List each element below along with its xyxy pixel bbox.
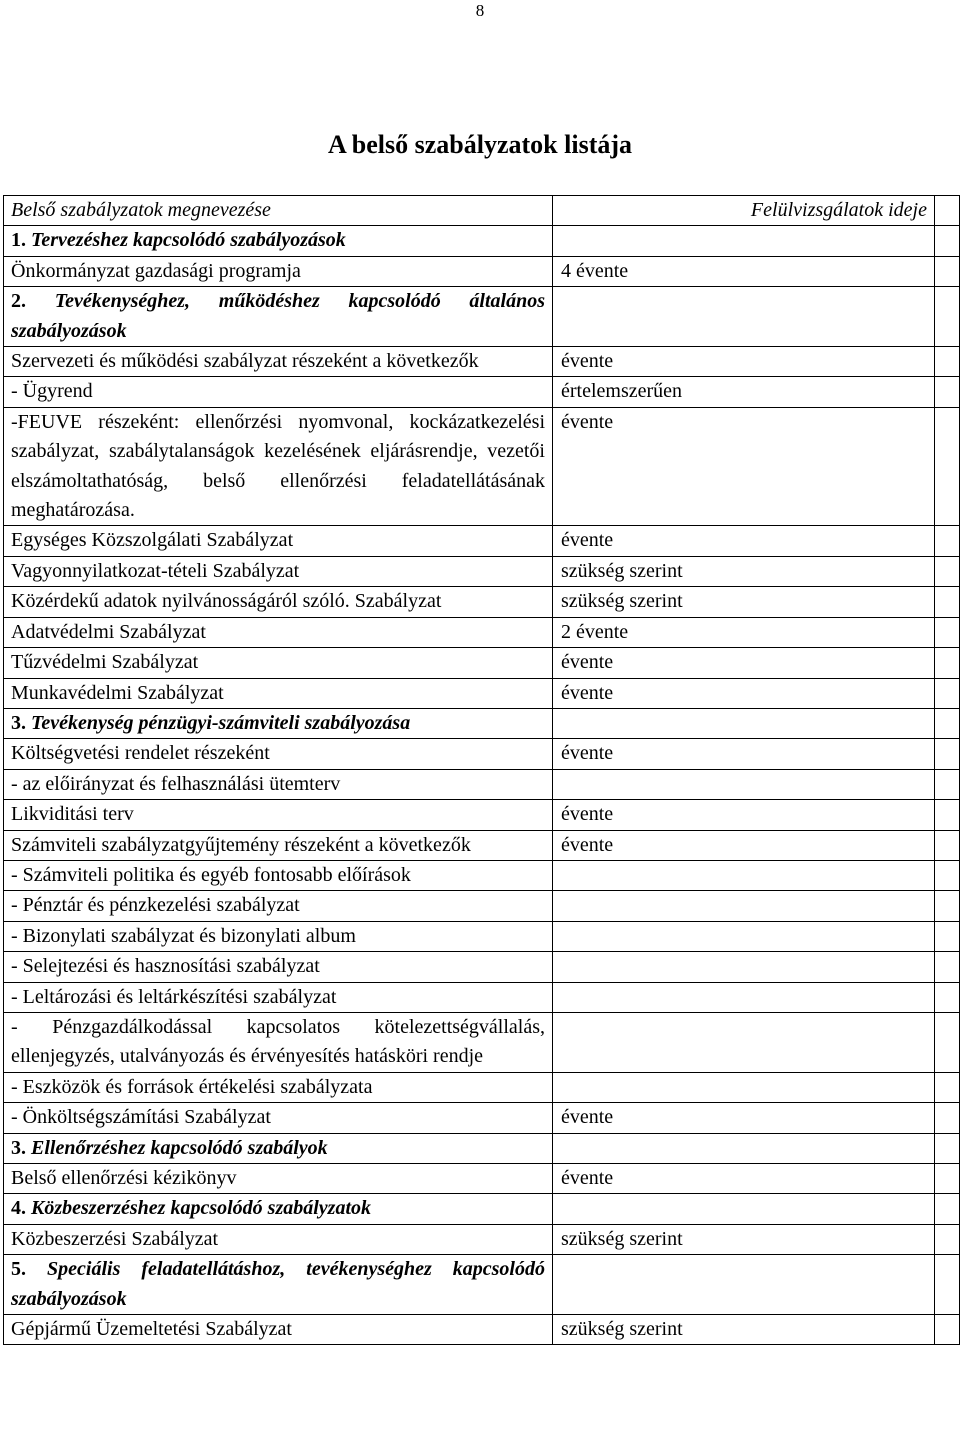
extra-cell: [935, 891, 960, 921]
section-name: Közbeszerzéshez kapcsolódó szabályzatok: [31, 1197, 372, 1220]
section-row: [4, 1194, 960, 1224]
table-body: [4, 226, 960, 1345]
review-frequency: [553, 226, 935, 256]
regulation-name: Likviditási terv: [4, 800, 553, 830]
regulation-name: Önkormányzat gazdasági programja: [4, 256, 553, 286]
extra-cell: [935, 377, 960, 407]
table-row: [4, 556, 960, 586]
table-row: [4, 587, 960, 617]
section-name: Speciális feladatellátáshoz, tevékenységhez kapcsolódó szabályozások: [11, 1258, 545, 1310]
extra-cell: [935, 1194, 960, 1224]
review-frequency: [553, 769, 935, 799]
header-extra-cell: [935, 196, 960, 226]
regulation-name: - Leltározási és leltárkészítési szabályzat: [4, 982, 553, 1012]
review-frequency: [553, 1255, 935, 1315]
table-row: [4, 739, 960, 769]
section-title: [4, 1255, 553, 1315]
section-title: [4, 287, 553, 347]
table-row: [4, 407, 960, 526]
review-frequency: szükség szerint: [553, 587, 935, 617]
review-frequency: [553, 287, 935, 347]
extra-cell: [935, 1012, 960, 1072]
section-name: Tevékenység pénzügyi-számviteli szabályozása: [31, 711, 411, 734]
review-frequency: [553, 921, 935, 951]
review-frequency: [553, 891, 935, 921]
table-row: [4, 526, 960, 556]
review-frequency: évente: [553, 407, 935, 526]
review-frequency: évente: [553, 739, 935, 769]
table-row: [4, 678, 960, 708]
regulation-name: - Pénzgazdálkodással kapcsolatos kötelezettségvállalás, ellenjegyzés, utalványozás és érvényesítés hatásköri rendje: [4, 1012, 553, 1072]
section-row: [4, 287, 960, 347]
section-number: 4.: [11, 1197, 26, 1220]
regulation-name: Tűzvédelmi Szabályzat: [4, 648, 553, 678]
section-title: [4, 1194, 553, 1224]
review-frequency: évente: [553, 800, 935, 830]
extra-cell: [935, 982, 960, 1012]
table-row: [4, 617, 960, 647]
regulation-name: - az előirányzat és felhasználási ütemterv: [4, 769, 553, 799]
extra-cell: [935, 1315, 960, 1345]
regulation-name: - Önköltségszámítási Szabályzat: [4, 1103, 553, 1133]
regulations-table-wrapper: [0, 195, 960, 1345]
table-row: [4, 377, 960, 407]
section-row: [4, 226, 960, 256]
regulation-name: Szervezeti és működési szabályzat részeként a következők: [4, 347, 553, 377]
table-row: [4, 347, 960, 377]
extra-cell: [935, 678, 960, 708]
regulation-name: Vagyonnyilatkozat-tételi Szabályzat: [4, 556, 553, 586]
regulation-name: Egységes Közszolgálati Szabályzat: [4, 526, 553, 556]
header-name: Belső szabályzatok megnevezése: [4, 196, 553, 226]
regulation-name: Gépjármű Üzemeltetési Szabályzat: [4, 1315, 553, 1345]
regulation-name: Közérdekű adatok nyilvánosságáról szóló. Szabályzat: [4, 587, 553, 617]
review-frequency: évente: [553, 1103, 935, 1133]
regulation-name: -FEUVE részeként: ellenőrzési nyomvonal, kockázatkezelési szabályzat, szabálytalanságok kezelésének eljárásrendje, vezetői elszámoltathatóság, belső ellenőrzési feladatellátásának meghatározása.: [4, 407, 553, 526]
regulations-table: [3, 195, 960, 1345]
table-row: [4, 1072, 960, 1102]
extra-cell: [935, 587, 960, 617]
extra-cell: [935, 800, 960, 830]
table-row: [4, 1224, 960, 1254]
regulation-name: - Selejtezési és hasznosítási szabályzat: [4, 952, 553, 982]
extra-cell: [935, 830, 960, 860]
extra-cell: [935, 1133, 960, 1163]
table-row: [4, 1012, 960, 1072]
regulation-name: Munkavédelmi Szabályzat: [4, 678, 553, 708]
regulation-name: Belső ellenőrzési kézikönyv: [4, 1164, 553, 1194]
section-number: 1.: [11, 229, 26, 252]
table-row: [4, 1164, 960, 1194]
section-title: [4, 1133, 553, 1163]
table-row: [4, 769, 960, 799]
extra-cell: [935, 1072, 960, 1102]
extra-cell: [935, 526, 960, 556]
review-frequency: szükség szerint: [553, 1224, 935, 1254]
section-title: [4, 226, 553, 256]
regulation-name: - Bizonylati szabályzat és bizonylati album: [4, 921, 553, 951]
review-frequency: évente: [553, 830, 935, 860]
extra-cell: [935, 1103, 960, 1133]
extra-cell: [935, 226, 960, 256]
section-number: 3.: [11, 711, 26, 734]
extra-cell: [935, 769, 960, 799]
table-row: [4, 830, 960, 860]
regulation-name: - Pénztár és pénzkezelési szabályzat: [4, 891, 553, 921]
review-frequency: 4 évente: [553, 256, 935, 286]
review-frequency: [553, 952, 935, 982]
regulation-name: Adatvédelmi Szabályzat: [4, 617, 553, 647]
extra-cell: [935, 648, 960, 678]
table-row: [4, 921, 960, 951]
review-frequency: [553, 708, 935, 738]
extra-cell: [935, 1255, 960, 1315]
table-row: [4, 1315, 960, 1345]
regulation-name: Számviteli szabályzatgyűjtemény részeként a következők: [4, 830, 553, 860]
table-row: [4, 952, 960, 982]
review-frequency: évente: [553, 648, 935, 678]
review-frequency: [553, 1194, 935, 1224]
regulation-name: Közbeszerzési Szabályzat: [4, 1224, 553, 1254]
review-frequency: 2 évente: [553, 617, 935, 647]
review-frequency: szükség szerint: [553, 556, 935, 586]
section-name: Tevékenységhez, működéshez kapcsolódó általános szabályozások: [11, 290, 545, 342]
extra-cell: [935, 617, 960, 647]
review-frequency: [553, 1133, 935, 1163]
review-frequency: értelemszerűen: [553, 377, 935, 407]
extra-cell: [935, 739, 960, 769]
extra-cell: [935, 407, 960, 526]
section-row: [4, 1255, 960, 1315]
review-frequency: évente: [553, 347, 935, 377]
review-frequency: [553, 982, 935, 1012]
review-frequency: évente: [553, 678, 935, 708]
extra-cell: [935, 1164, 960, 1194]
section-name: Ellenőrzéshez kapcsolódó szabályok: [31, 1136, 328, 1159]
section-title: [4, 708, 553, 738]
extra-cell: [935, 952, 960, 982]
table-row: [4, 860, 960, 890]
extra-cell: [935, 860, 960, 890]
header-review: Felülvizsgálatok ideje: [553, 196, 935, 226]
section-name: Tervezéshez kapcsolódó szabályozások: [31, 229, 346, 252]
extra-cell: [935, 556, 960, 586]
section-row: [4, 708, 960, 738]
review-frequency: [553, 1012, 935, 1072]
page-number: 8: [475, 1, 485, 20]
extra-cell: [935, 347, 960, 377]
table-row: [4, 982, 960, 1012]
regulation-name: - Számviteli politika és egyéb fontosabb előírások: [4, 860, 553, 890]
extra-cell: [935, 1224, 960, 1254]
table-row: [4, 800, 960, 830]
review-frequency: évente: [553, 526, 935, 556]
extra-cell: [935, 921, 960, 951]
table-row: [4, 256, 960, 286]
review-frequency: szükség szerint: [553, 1315, 935, 1345]
regulation-name: - Eszközök és források értékelési szabályzata: [4, 1072, 553, 1102]
extra-cell: [935, 708, 960, 738]
table-row: [4, 1103, 960, 1133]
regulation-name: - Ügyrend: [4, 377, 553, 407]
table-header-row: [4, 196, 960, 226]
review-frequency: [553, 1072, 935, 1102]
table-row: [4, 648, 960, 678]
review-frequency: [553, 860, 935, 890]
extra-cell: [935, 256, 960, 286]
section-number: 5.: [11, 1258, 26, 1281]
section-number: 2.: [11, 290, 26, 313]
review-frequency: évente: [553, 1164, 935, 1194]
document-title: A belső szabályzatok listája: [327, 130, 633, 159]
section-row: [4, 1133, 960, 1163]
section-number: 3.: [11, 1136, 26, 1159]
table-row: [4, 891, 960, 921]
extra-cell: [935, 287, 960, 347]
regulation-name: Költségvetési rendelet részeként: [4, 739, 553, 769]
